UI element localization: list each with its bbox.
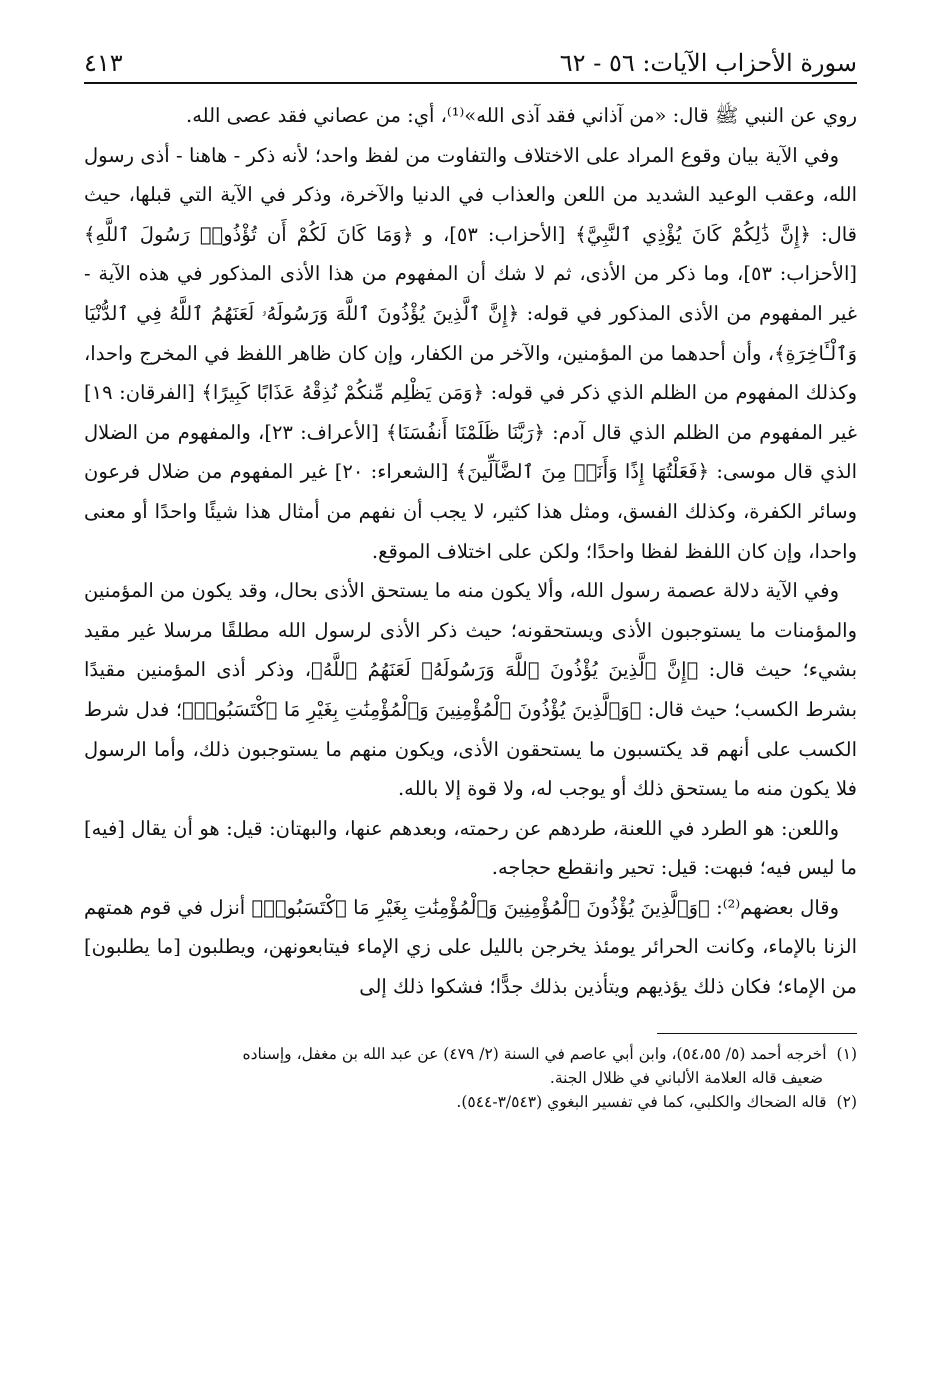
footnote-2-text: قاله الضحاك والكلبي، كما في تفسير البغوي (٣/٥٤٣-٥٤٤). <box>456 1092 827 1111</box>
footnote-1-continuation: ضعيف قاله العلامة الألباني في ظلال الجنة. <box>549 1068 823 1087</box>
footnote-separator <box>657 1033 857 1034</box>
paragraph-prophet-infallibility: وفي الآية دلالة عصمة رسول الله، وألا يكون منه ما يستحق الأذى بحال، وقد يكون من المؤمنين والمؤمنات ما يستوجبون الأذى ويستحقونه؛ حيث ذكر الأذى لرسول الله مطلقًا مرسلا غير مقيد بشيء؛ حيث قال: ﴿إِنَّ ٱلَّذِينَ يُؤْذُونَ ٱللَّهَ وَرَسُولَهُۥ لَعَنَهُمُ ٱللَّهُ﴾، وذكر أذى المؤمنين مقيدًا بشرط الكسب؛ حيث قال: ﴿وَٱلَّذِينَ يُؤْذُونَ ٱلْمُؤْمِنِينَ وَٱلْمُؤْمِنَٰتِ بِغَيْرِ مَا ٱكْتَسَبُوا۟﴾؛ فدل شرط الكسب على أنهم قد يكتسبون ما يستحقون الأذى، ويكون منهم ما يستوجبون ذلك، وأما الرسول فلا يكون منه ما يستحق ذلك أو يوجب له، ولا قوة إلا بالله. <box>84 579 857 801</box>
footnote-2 <box>84 1090 857 1114</box>
paragraph-lexical-definitions: واللعن: هو الطرد في اللعنة، طردهم عن رحمته، وبعدهم عنها، والبهتان: قيل: هو أن يقال [فيه] ما ليس فيه؛ فبهت: قيل: تحير وانقطع حجاجه. <box>84 816 857 880</box>
footnote-1-text: أخرجه أحمد (٥/ ٥٤،٥٥)، وابن أبي عاصم في السنة (٢/ ٤٧٩) عن عبد الله بن مغفل، وإسناده <box>242 1044 827 1063</box>
footnotes <box>84 1042 857 1114</box>
main-text <box>84 96 857 1007</box>
running-title: سورة الأحزاب الآيات: ٥٦ - ٦٢ <box>559 49 857 78</box>
page-number: ٤١٣ <box>84 49 123 78</box>
page-header <box>84 28 857 78</box>
paragraph-revelation-context: وقال بعضهم⁽²⁾: ﴿وَٱلَّذِينَ يُؤْذُونَ ٱلْمُؤْمِنِينَ وَٱلْمُؤْمِنَٰتِ بِغَيْرِ مَا ٱكْتَسَبُوا۟﴾ أنزل في قوم همتهم الزنا بالإماء، وكانت الحرائر يومئذ يخرجن بالليل على زي الإماء فيتابعونهن، ويطلبون [ما يطلبون] من الإماء؛ فكان ذلك يؤذيهم ويتأذين بذلك جدًّا؛ فشكوا ذلك إلى <box>84 895 857 999</box>
header-rule <box>84 82 857 84</box>
paragraph-meaning-variation: وفي الآية بيان وقوع المراد على الاختلاف والتفاوت من لفظ واحد؛ لأنه ذكر - هاهنا - أذى رسول الله، وعقب الوعيد الشديد من اللعن والعذاب في الدنيا والآخرة، وذكر في الآية التي قبلها، حيث قال: ﴿إِنَّ ذَٰلِكُمْ كَانَ يُؤْذِي ٱلنَّبِيَّ﴾ [الأحزاب: ٥٣]، و ﴿وَمَا كَانَ لَكُمْ أَن تُؤْذُوا۟ رَسُولَ ٱللَّهِ﴾ [الأحزاب: ٥٣]، وما ذكر من الأذى، ثم لا شك أن المفهوم من هذا الأذى المذكور في هذه الآية - غير المفهوم من الأذى المذكور في قوله: ﴿إِنَّ ٱلَّذِينَ يُؤْذُونَ ٱللَّهَ وَرَسُولَهُۥ لَعَنَهُمُ ٱللَّهُ فِي ٱلدُّنْيَا وَٱلْـَٔاخِرَةِ﴾، وأن أحدهما من المؤمنين، والآخر من الكفار، وإن كان ظاهر اللفظ في المخرج واحدا، وكذلك المفهوم من الظلم الذي ذكر في قوله: ﴿وَمَن يَظْلِم مِّنكُمْ نُذِقْهُ عَذَابًا كَبِيرًا﴾ [الفرقان: ١٩] غير المفهوم من الظلم الذي قال آدم: ﴿رَبَّنَا ظَلَمْنَا أَنفُسَنَا﴾ [الأعراف: ٢٣]، والمفهوم من الضلال الذي قال موسى: ﴿فَعَلْتُهَا إِذًا وَأَنَا۠ مِنَ ٱلضَّآلِّينَ﴾ [الشعراء: ٢٠] غير المفهوم من ضلال فرعون وسائر الكفرة، وكذلك الفسق، ومثل هذا كثير، لا يجب أن نفهم من أمثال هذا شيئًا واحدًا أو معنى واحدا، وإن كان اللفظ لفظا واحدًا؛ ولكن على اختلاف الموقع. <box>84 143 858 563</box>
footnote-1-number: (١) <box>836 1044 857 1063</box>
footnote-1 <box>84 1042 857 1066</box>
paragraph-hadith: روي عن النبي ﷺ قال: «من آذاني فقد آذى الله»⁽¹⁾، أي: من عصاني فقد عصى الله. <box>186 104 857 127</box>
footnote-2-number: (٢) <box>836 1092 857 1111</box>
